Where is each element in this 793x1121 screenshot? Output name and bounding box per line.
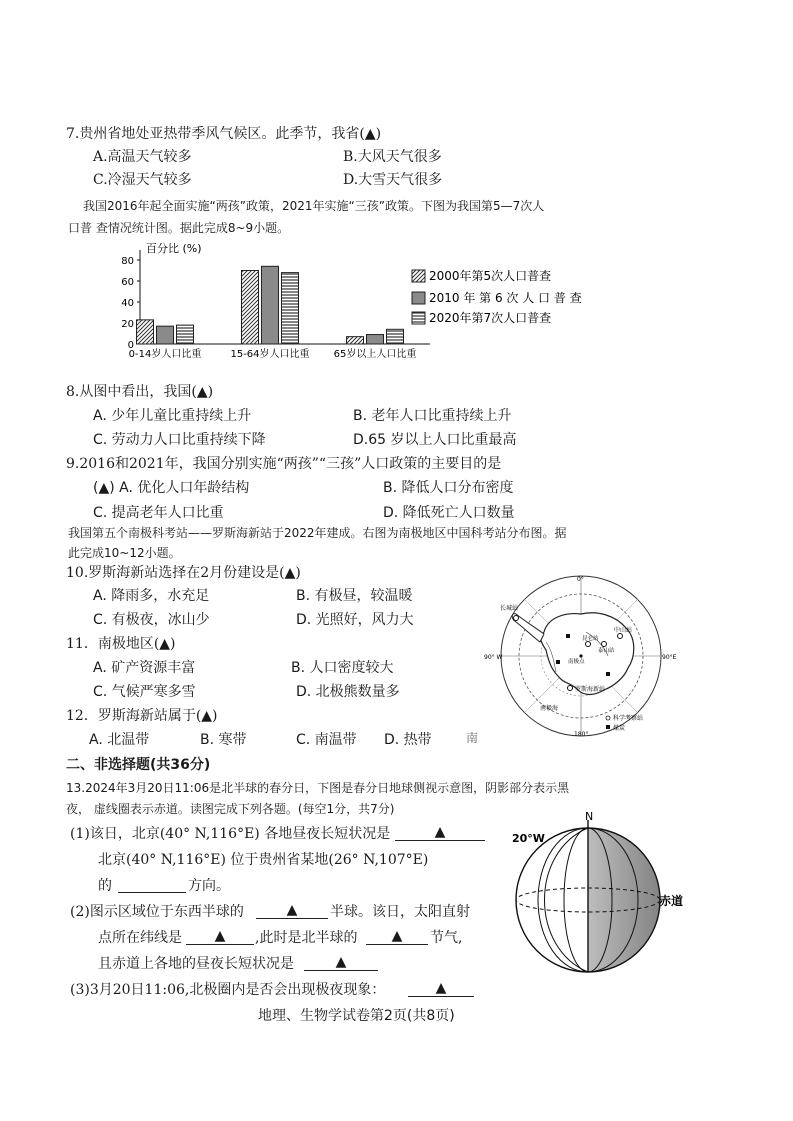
q13-answer-blank-6[interactable]: ▲ — [304, 954, 378, 971]
q12-option-b: B. 寒带 — [200, 732, 247, 748]
q9-option-a: (▲) A. 优化人口年龄结构 — [93, 480, 250, 496]
q7-option-d: D.大雪天气很多 — [343, 172, 443, 188]
south-pole-marker — [579, 654, 582, 657]
map-label-kunlun: 昆仑站 — [582, 636, 599, 642]
q8-stem: 8.从图中看出，我国(▲) — [66, 384, 214, 400]
q13-part2-line2-a: 点所在纬线是 — [98, 930, 182, 946]
x-category-label: 65岁以上人口比重 — [333, 349, 417, 360]
legend-swatch — [412, 292, 425, 304]
q8-option-a: A. 少年儿童比重持续上升 — [93, 408, 252, 424]
night-side-shading — [588, 822, 668, 982]
globe-label-equator: 赤道 — [659, 894, 684, 908]
q10-option-c: C. 有极夜，冰山少 — [93, 612, 210, 628]
q11-option-c: C. 气候严寒多雪 — [93, 684, 196, 700]
q9-option-d: D. 降低死亡人口数量 — [383, 505, 515, 521]
station-marker-great-wall — [514, 616, 519, 621]
map-label-180: 180° — [574, 731, 589, 738]
map-label-great-wall: 长城站 — [500, 605, 519, 612]
q10-option-b: B. 有极昼，较温暖 — [296, 588, 413, 604]
q13-part1-line1: (1)该日，北京(40° N,116°E) 各地昼夜长短状况是 — [70, 826, 391, 842]
q8-option-b: B. 老年人口比重持续上升 — [353, 408, 512, 424]
q12-option-a: A. 北温带 — [89, 732, 150, 748]
map-legend-coal: 煤炭 — [613, 725, 626, 732]
q10-option-d: D. 光照好，风力大 — [296, 612, 414, 628]
q8-option-c: C. 劳动力人口比重持续下降 — [93, 432, 266, 448]
x-category-label: 15-64岁人口比重 — [230, 349, 310, 360]
map-label-zhongshan: 中山站 — [614, 627, 633, 634]
y-tick-label: 40 — [121, 298, 134, 309]
q7-option-a: A.高温天气较多 — [93, 149, 192, 165]
intro-10-12-line2: 此完成10~12小题。 — [68, 546, 181, 560]
q13-stem-line2: 夜， 虚线圈表示赤道。读图完成下列各题。(每空1分，共7分) — [66, 802, 395, 816]
q13-answer-blank-3[interactable]: ▲ — [256, 902, 328, 919]
intro-8-9-line1: 我国2016年起全面实施“两孩”政策，2021年实施“三孩”政策。下图为我国第5—7次人 — [83, 199, 545, 213]
q11-option-a: A. 矿产资源丰富 — [93, 660, 196, 676]
q13-part1-line2: 北京(40° N,116°E) 位于贵州省某地(26° N,107°E) — [98, 852, 429, 868]
q13-stem-line1: 13.2024年3月20日11:06是北半球的春分日，下图是春分日地球侧视示意图，阴影部分表示黑 — [66, 781, 570, 795]
q13-part1-line3-b: 方向。 — [188, 878, 230, 894]
section-2-title: 二、非选择题(共36分) — [66, 757, 211, 773]
globe-label-north: N — [585, 810, 594, 823]
station-marker-ross-new — [568, 686, 573, 691]
q13-answer-blank-2[interactable] — [118, 878, 186, 893]
q10-stem: 10.罗斯海新站选择在2月份建设是(▲) — [66, 565, 301, 581]
bar — [262, 266, 279, 344]
map-label-ross-new: 罗斯海新站 — [575, 686, 606, 693]
q13-part3: (3)3月20日11:06,北极圈内是否会出现极夜现象： — [70, 982, 386, 998]
q11-option-d: D. 北极熊数量多 — [296, 684, 400, 700]
q13-answer-blank-1[interactable]: ▲ — [395, 824, 485, 841]
q9-option-b: B. 降低人口分布密度 — [383, 480, 514, 496]
q9-option-c: C. 提高老年人口比重 — [93, 505, 224, 521]
bar — [347, 337, 364, 344]
globe-label-20w: 20°W — [512, 832, 545, 845]
population-census-bar-chart — [110, 240, 620, 365]
page-footer: 地理、生物学试卷第2页(共8页) — [258, 1008, 455, 1024]
q8-option-d: D.65 岁以上人口比重最高 — [353, 432, 517, 448]
station-marker-taishan — [602, 642, 607, 647]
intro-10-12-line1: 我国第五个南极科考站——罗斯海新站于2022年建成。右图为南极地区中国科考站分布图。据 — [68, 526, 567, 540]
q12-option-c: C. 南温带 — [296, 732, 357, 748]
q13-part2-line2-c: 节气, — [430, 930, 463, 946]
intro-8-9-line2: 口普 查情况统计图。据此完成8~9小题。 — [68, 221, 290, 235]
legend-label: 2020年第7次人口普查 — [429, 311, 552, 325]
coal-marker — [566, 634, 570, 638]
station-marker-kunlun — [586, 642, 591, 647]
q7-option-c: C.冷湿天气较多 — [93, 172, 192, 188]
map-label-90e: 90°E — [662, 654, 677, 661]
map-label-taishan: 泰山站 — [598, 648, 615, 654]
y-tick-label: 20 — [121, 319, 134, 330]
q13-part2-line2-b: ,此时是北半球的 — [255, 930, 358, 946]
q12-stem: 12．罗斯海新站属于(▲) — [66, 708, 218, 724]
y-tick-label: 60 — [121, 277, 134, 288]
bar — [137, 320, 154, 344]
station-marker-zhongshan — [618, 634, 623, 639]
legend-swatch — [412, 312, 425, 324]
bar — [157, 326, 174, 344]
q11-option-b: B. 人口密度较大 — [291, 660, 394, 676]
q9-stem: 9.2016和2021年，我国分别实施“两孩”“三孩”人口政策的主要目的是 — [66, 456, 502, 472]
bar — [282, 273, 299, 344]
coal-marker — [556, 660, 560, 664]
cut-off-character: 南 — [466, 731, 479, 745]
coal-marker — [606, 672, 610, 676]
y-tick-label: 80 — [121, 256, 134, 267]
equinox-globe-diagram — [510, 812, 700, 972]
q10-option-a: A. 降雨多，水充足 — [93, 588, 210, 604]
q13-part2-line1-b: 半球。该日，太阳直射 — [330, 904, 470, 920]
bar — [177, 325, 194, 344]
y-tick-label: 0 — [127, 340, 134, 351]
q13-answer-blank-4[interactable]: ▲ — [186, 928, 254, 945]
map-label-ross-sea: 南极海 — [540, 705, 559, 712]
q13-answer-blank-7[interactable]: ▲ — [408, 980, 474, 997]
legend-label: 2010 年 第 6 次 人 口 普 查 — [429, 291, 582, 305]
bar — [367, 335, 384, 344]
bar — [242, 271, 259, 345]
legend-swatch — [412, 270, 425, 282]
q7-stem: 7.贵州省地处亚热带季风气候区。此季节，我省(▲) — [66, 126, 382, 142]
x-category-label: 0-14岁人口比重 — [128, 349, 202, 360]
q12-option-d: D. 热带 — [384, 732, 432, 748]
map-label-90w: 90° W — [484, 654, 503, 661]
legend-label: 2000年第5次人口普查 — [429, 269, 552, 283]
bar — [387, 329, 404, 344]
y-axis-title: 百分比 (%) — [146, 242, 202, 255]
q11-stem: 11．南极地区(▲) — [66, 636, 176, 652]
q7-option-b: B.大风天气很多 — [343, 149, 442, 165]
map-label-0: 0° — [577, 576, 584, 583]
q13-part2-line1-a: (2)图示区域位于东西半球的 — [70, 904, 244, 920]
map-legend-station: 科学考察站 — [613, 715, 644, 722]
q13-part2-line3: 且赤道上各地的昼夜长短状况是 — [98, 956, 294, 972]
map-label-south-pole: 南极点 — [568, 659, 585, 665]
q13-answer-blank-5[interactable]: ▲ — [366, 928, 428, 945]
q13-part1-line3-a: 的 — [98, 878, 112, 894]
antarctic-station-map — [486, 572, 681, 740]
